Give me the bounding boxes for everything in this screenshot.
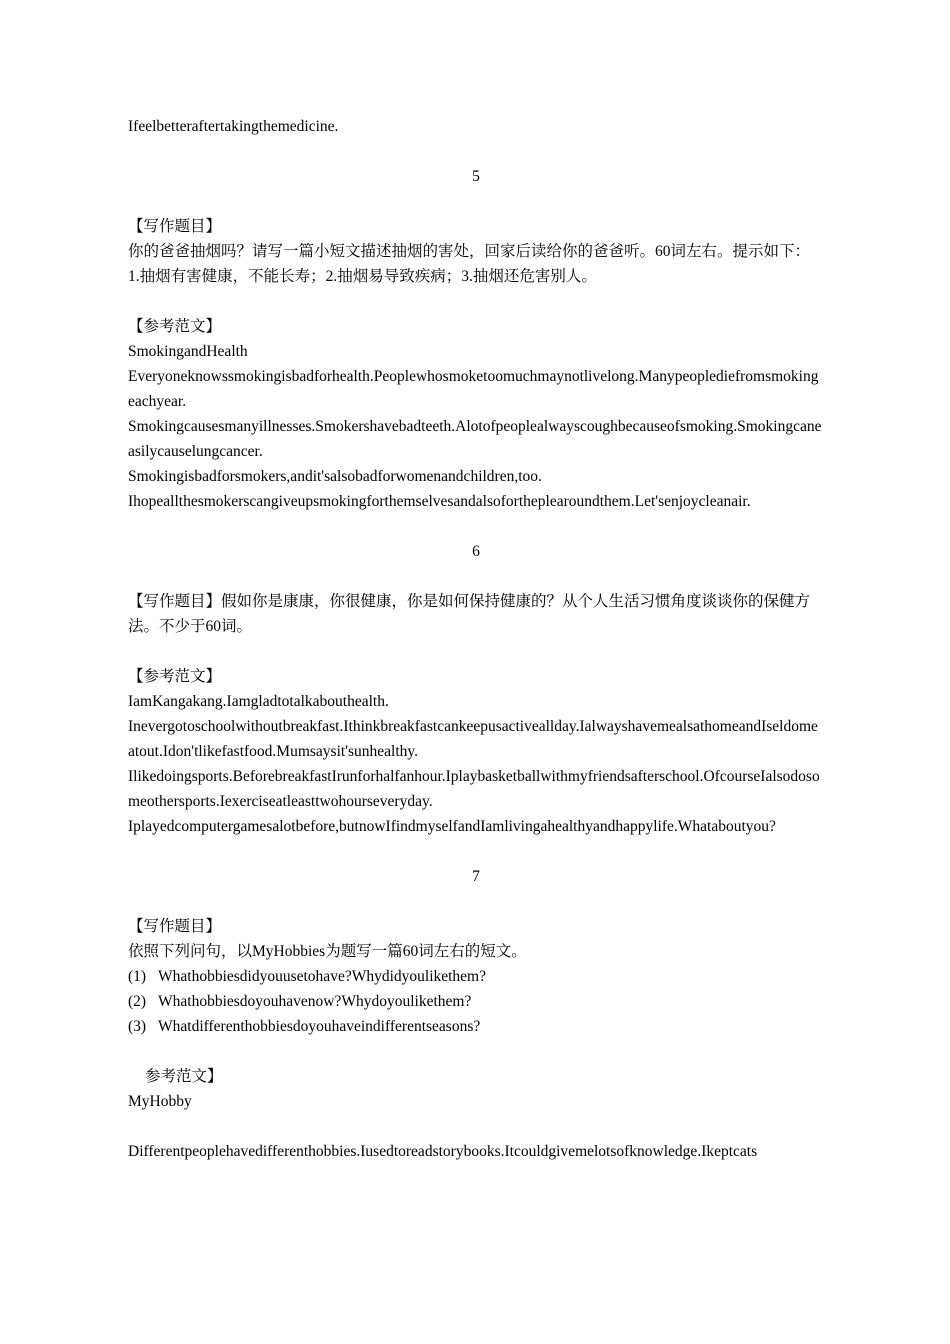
question-number: (2) [128, 993, 147, 1010]
question-item [128, 989, 824, 1014]
question-item [128, 964, 824, 989]
essay-paragraph: Smokingcausesmanyillnesses.Smokershavebadteeth.Alotofpeoplealwayscoughbecauseofsmoking.Smokingcaneasilycauselungcancer. [128, 418, 822, 460]
essay-paragraph: Inevergotoschoolwithoutbreakfast.Ithinkbreakfastcankeepusactiveallday.IalwayshavemealsathomeandIseldomeatout.Idon'tlikefastfood.Mumsaysit'sunhealthy. [128, 718, 818, 760]
essay-paragraph: Ilikedoingsports.BeforebreakfastIrunforhalfanhour.Iplaybasketballwithmyfriendsafterschool.OfcourseIalsodosomeothersports.Iexerciseatleasttwohourseveryday. [128, 768, 820, 810]
section-number: 7 [472, 868, 480, 885]
prompt-text: 你的爸爸抽烟吗？请写一篇小短文描述抽烟的害处，回家后读给你的爸爸听。60词左右。提示如下： [128, 243, 811, 260]
prompt-heading: 【写作题目】 [128, 918, 222, 935]
essay-paragraph: Differentpeoplehavedifferenthobbies.Iusedtoreadstorybooks.Itcouldgivemelotsofknowledge.Ikeptcats [128, 1143, 758, 1160]
answer-line: Ifeelbetteraftertakingthemedicine. [128, 118, 339, 135]
essay-title: MyHobby [128, 1093, 192, 1110]
prompt-heading: 【写作题目】 [128, 218, 222, 235]
question-item [128, 1014, 824, 1039]
essay-paragraph: IamKangakang.Iamgladtotalkabouthealth. [128, 693, 389, 710]
question-number: (1) [128, 968, 147, 985]
reference-heading: 参考范文】 [145, 1068, 223, 1085]
essay-paragraph: Ihopeallthesmokerscangiveupsmokingforthemselvesandalsofortheplearoundthem.Let'senjoycleanair. [128, 493, 751, 510]
document-page [128, 114, 824, 1164]
essay-paragraph: Smokingisbadforsmokers,andit'salsobadforwomenandchildren,too. [128, 468, 542, 485]
section-number: 6 [472, 543, 480, 560]
essay-paragraph: Iplayedcomputergamesalotbefore,butnowIfindmyselfandIamlivingahealthyandhappylife.Whataboutyou? [128, 818, 776, 835]
question-text: Whathobbiesdoyouhavenow?Whydoyoulikethem? [158, 993, 472, 1010]
question-text: Whathobbiesdidyouusetohave?Whydidyoulikethem? [158, 968, 486, 985]
reference-heading: 【参考范文】 [128, 318, 222, 335]
prompt-text: 依照下列问句，以MyHobbies为题写一篇60词左右的短文。 [128, 943, 527, 960]
prompt-hints: 1.抽烟有害健康，不能长寿；2.抽烟易导致疾病；3.抽烟还危害别人。 [128, 268, 597, 285]
question-number: (3) [128, 1018, 147, 1035]
question-text: Whatdifferenthobbiesdoyouhaveindifferentseasons? [158, 1018, 481, 1035]
essay-title: SmokingandHealth [128, 343, 248, 360]
section-number: 5 [472, 168, 480, 185]
essay-paragraph: Everyoneknowssmokingisbadforhealth.Peoplewhosmoketoomuchmaynotlivelong.Manypeoplediefromsmokingeachyear. [128, 368, 819, 410]
prompt-text: 【写作题目】假如你是康康，你很健康，你是如何保持健康的？从个人生活习惯角度谈谈你的保健方法。不少于60词。 [128, 593, 811, 635]
reference-heading: 【参考范文】 [128, 668, 222, 685]
